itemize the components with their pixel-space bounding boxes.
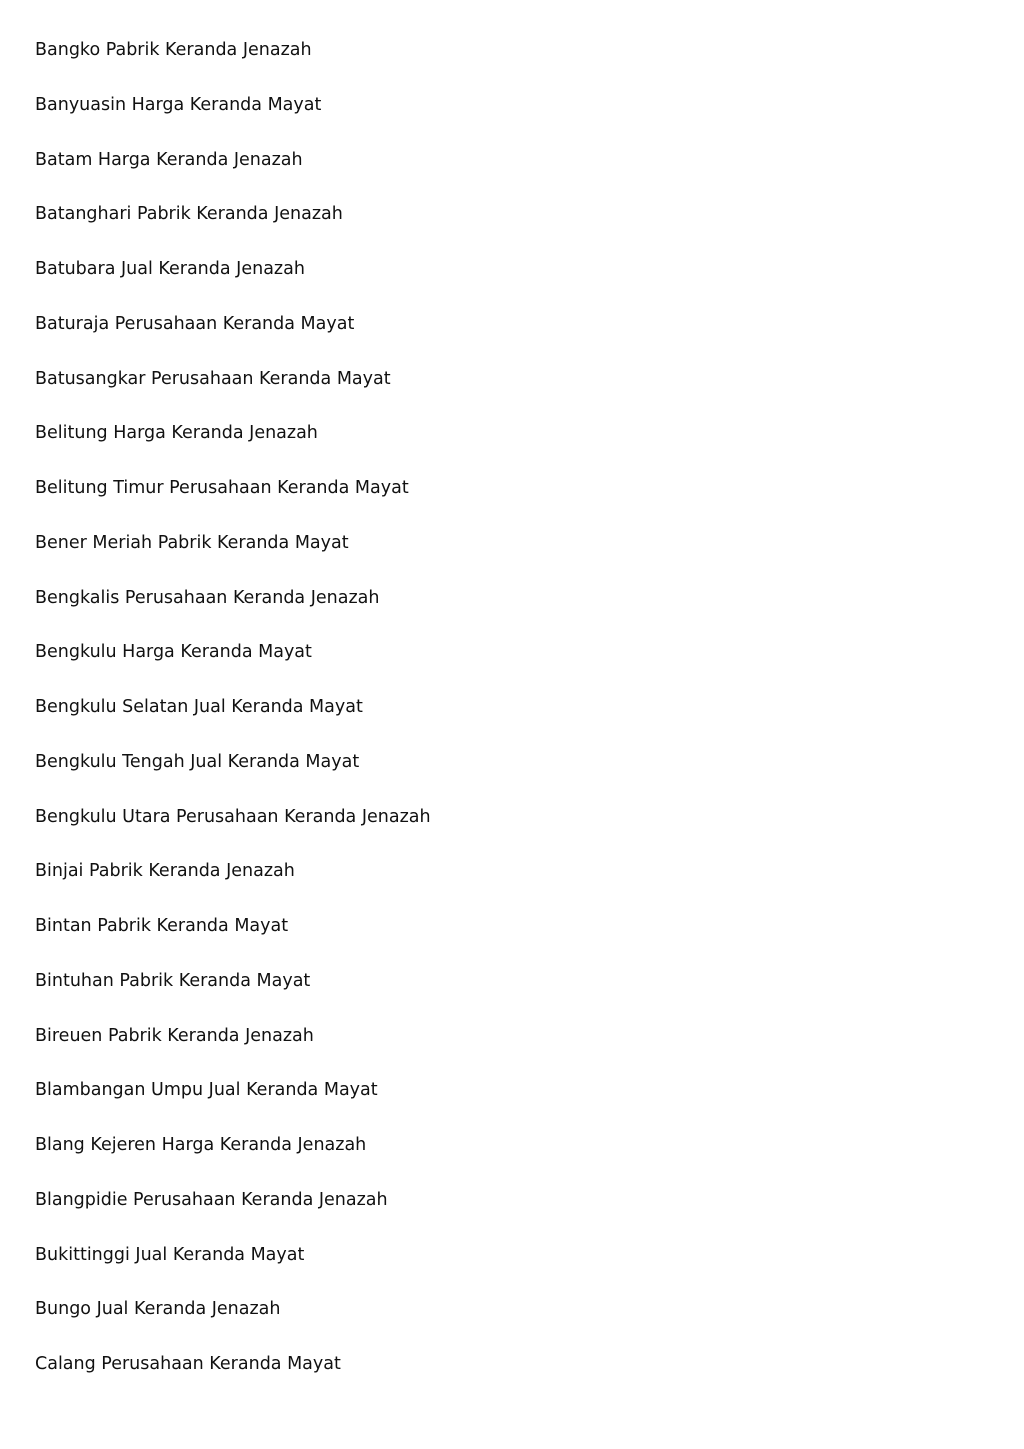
list-item: Bengkalis Perusahaan Keranda Jenazah <box>35 587 380 608</box>
list-item: Bintuhan Pabrik Keranda Mayat <box>35 970 311 991</box>
list-item: Bintan Pabrik Keranda Mayat <box>35 916 289 936</box>
list-item: Blambangan Umpu Jual Keranda Mayat <box>35 1080 378 1101</box>
list-item: Bengkulu Selatan Jual Keranda Mayat <box>35 697 363 717</box>
list-item: Blangpidie Perusahaan Keranda Jenazah <box>35 1189 388 1210</box>
list-item: Bener Meriah Pabrik Keranda Mayat <box>35 532 349 553</box>
list-item: Calang Perusahaan Keranda Mayat <box>35 1354 341 1374</box>
list-item: Bengkulu Harga Keranda Mayat <box>35 642 312 663</box>
list-item: Bengkulu Tengah Jual Keranda Mayat <box>35 751 360 772</box>
list-item: Bukittinggi Jual Keranda Mayat <box>35 1244 305 1265</box>
list-item: Batubara Jual Keranda Jenazah <box>35 259 305 279</box>
location-list <box>35 36 431 1405</box>
list-item: Belitung Harga Keranda Jenazah <box>35 423 318 444</box>
list-item: Binjai Pabrik Keranda Jenazah <box>35 861 295 882</box>
list-item: Bangko Pabrik Keranda Jenazah <box>35 40 312 60</box>
list-item: Bireuen Pabrik Keranda Jenazah <box>35 1025 314 1046</box>
list-item: Blang Kejeren Harga Keranda Jenazah <box>35 1135 367 1155</box>
list-item: Belitung Timur Perusahaan Keranda Mayat <box>35 478 409 498</box>
list-item: Baturaja Perusahaan Keranda Mayat <box>35 313 355 334</box>
list-item: Batam Harga Keranda Jenazah <box>35 149 303 170</box>
list-item: Bungo Jual Keranda Jenazah <box>35 1299 281 1320</box>
list-item: Batanghari Pabrik Keranda Jenazah <box>35 204 343 225</box>
list-item: Batusangkar Perusahaan Keranda Mayat <box>35 368 391 389</box>
list-item: Bengkulu Utara Perusahaan Keranda Jenazah <box>35 806 431 827</box>
list-item: Banyuasin Harga Keranda Mayat <box>35 94 322 115</box>
